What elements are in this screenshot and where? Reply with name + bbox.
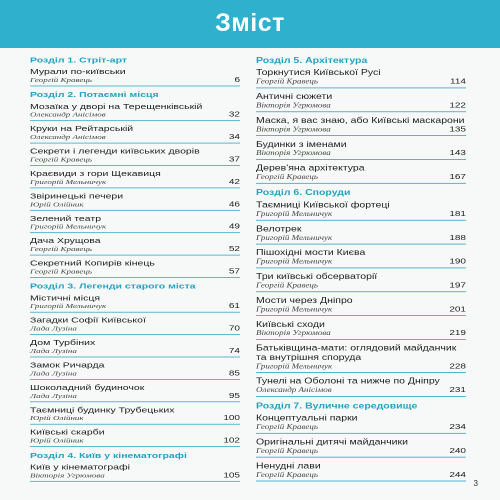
entry-author: Георгій Кравець (30, 267, 92, 275)
entry-divider (30, 165, 240, 166)
entry-title: Звіринецькі печери (30, 191, 124, 201)
entry-title: Ненудні лави (256, 461, 321, 471)
entry-author: Юрій Олійник (30, 436, 84, 445)
entry-author: Григорій Мельничук (256, 305, 333, 313)
entry-meta (30, 178, 240, 186)
entry-meta (256, 210, 466, 218)
entry-title: Зелений театр (30, 214, 102, 223)
toc-entry[interactable] (256, 320, 466, 340)
entry-divider (30, 401, 240, 402)
entry-author: Вікторія Угрюмова (256, 149, 331, 157)
entry-page-number: 219 (449, 329, 466, 338)
entry-divider (256, 396, 466, 397)
entry-meta (256, 281, 466, 289)
entry-page-number: 188 (449, 233, 466, 243)
entry-divider (30, 334, 240, 335)
toc-entry[interactable] (30, 214, 240, 233)
entry-title: Мости через Дніпро (256, 296, 353, 306)
entry-title: Античні сюжети (256, 92, 333, 102)
entry-meta (30, 302, 240, 310)
toc-entry[interactable] (256, 224, 466, 244)
toc-entry[interactable] (256, 438, 466, 458)
entry-author: Олександр Анісімов (30, 133, 106, 141)
toc-entry[interactable] (256, 461, 466, 481)
entry-meta (256, 329, 466, 337)
entry-author: Лада Лузіна (30, 369, 77, 377)
entry-title: Дом Турбіних (30, 338, 96, 348)
entry-author: Вікторія Угрюмова (256, 329, 331, 337)
entry-divider (256, 339, 466, 340)
entry-author: Георгій Кравець (256, 470, 318, 479)
entry-page-number: 34 (228, 133, 240, 142)
entry-meta (30, 76, 240, 84)
entry-meta (30, 392, 240, 400)
toc-entry[interactable] (256, 140, 466, 160)
entry-meta (30, 223, 240, 231)
toc-entry[interactable] (256, 201, 466, 221)
entry-meta (256, 386, 466, 394)
section-title: Розділ 7. Вуличне середовище (256, 401, 418, 411)
toc-entry[interactable] (256, 68, 466, 88)
entry-page-number: 49 (228, 222, 240, 231)
toc-entry[interactable] (256, 92, 466, 112)
entry-author: Георгій Кравець (30, 155, 92, 163)
section-title: Розділ 4. Київ у кінематографі (30, 451, 187, 460)
toc-entry[interactable] (30, 259, 240, 278)
entry-divider (256, 457, 466, 458)
entry-title: Київські скарби (30, 428, 105, 437)
entry-page-number: 122 (449, 101, 466, 110)
entry-divider (256, 372, 466, 373)
entry-divider (256, 159, 466, 160)
toc-entry[interactable] (30, 428, 240, 447)
toc-entry[interactable] (256, 296, 466, 316)
toc-entry[interactable] (30, 383, 240, 402)
entry-divider (30, 446, 240, 447)
entry-meta (30, 472, 240, 480)
entry-author: Юрій Олійник (30, 200, 84, 208)
entry-page-number: 46 (228, 200, 240, 209)
entry-divider (256, 291, 466, 292)
entry-title: Будинки з іменами (256, 139, 347, 150)
entry-meta (256, 78, 466, 86)
entry-author: Юрій Олійник (30, 414, 84, 422)
entry-author: Олександр Анісімов (30, 110, 106, 119)
entry-title: Велотрек (256, 224, 302, 234)
entry-meta (256, 471, 466, 479)
entry-author: Григорій Мельничук (30, 302, 107, 310)
toc-section (256, 401, 466, 481)
entry-title: Пішохідні мости Києва (256, 248, 366, 258)
entry-divider (30, 312, 240, 313)
entry-meta (30, 347, 240, 355)
entry-meta (256, 423, 466, 431)
entry-title: Краєвиди з гори Щекавиця (30, 169, 161, 179)
section-title: Розділ 5. Архітектура (256, 56, 368, 66)
entry-page-number: 228 (449, 362, 466, 371)
entry-meta (30, 325, 240, 333)
entry-meta (256, 149, 466, 157)
entry-meta (256, 125, 466, 133)
entry-meta (256, 362, 466, 370)
entry-page-number: 102 (223, 436, 240, 445)
entry-author: Лада Лузіна (30, 392, 77, 400)
entry-divider (256, 183, 466, 184)
toc-entry[interactable] (30, 316, 240, 335)
entry-page-number: 74 (228, 347, 240, 356)
entry-meta (30, 268, 240, 276)
entry-divider (30, 357, 240, 358)
entry-page-number: 143 (449, 149, 466, 158)
entry-page-number: 114 (450, 77, 466, 86)
entry-author: Лада Лузіна (30, 324, 77, 333)
entry-divider (256, 433, 466, 434)
entry-divider (256, 481, 466, 482)
entry-divider (256, 268, 466, 269)
entry-page-number: 197 (449, 281, 466, 290)
entry-title: Мозаїка у дворі на Терещенківській (30, 102, 203, 111)
entry-author: Лада Лузіна (30, 347, 77, 355)
entry-title: Батьківщина-мати: оглядовий майданчик та внутрішня споруда (256, 343, 457, 363)
entry-meta (256, 101, 466, 109)
toc-entry[interactable] (256, 344, 466, 373)
entry-title: Маска, я вас знаю, або Київські маскарони (256, 116, 465, 126)
entry-author: Георгій Кравець (30, 245, 92, 253)
entry-author: Олександр Анісімов (256, 386, 332, 394)
entry-meta (30, 437, 240, 445)
toc-section (256, 188, 466, 396)
entry-author: Григорій Мельничук (30, 178, 107, 186)
entry-title: Дача Хрущова (30, 236, 101, 246)
entry-author: Вікторія Угрюмова (256, 101, 331, 110)
toc-entry[interactable] (30, 406, 240, 425)
entry-page-number: 32 (228, 110, 240, 119)
entry-author: Георгій Кравець (256, 172, 318, 181)
entry-meta (30, 370, 240, 378)
entry-title: Секрети і легенди київських дворів (30, 147, 200, 156)
entry-title: Оригінальні дитячі майданчики (256, 437, 409, 447)
toc-entry[interactable] (30, 169, 240, 188)
toc-entry[interactable] (30, 102, 240, 121)
entry-page-number: 70 (228, 324, 240, 333)
entry-page-number: 6 (234, 76, 240, 85)
entry-divider (30, 143, 240, 144)
entry-meta (256, 258, 466, 266)
entry-divider (30, 120, 240, 121)
entry-author: Григорій Мельничук (256, 362, 333, 370)
page-number: 3 (473, 479, 478, 488)
entry-author: Вікторія Угрюмова (30, 471, 105, 479)
entry-divider (30, 379, 240, 380)
toc-section (30, 282, 240, 447)
entry-divider (256, 111, 466, 112)
toc-section (30, 91, 240, 278)
entry-meta (256, 447, 466, 455)
entry-meta (256, 305, 466, 313)
entry-page-number: 42 (228, 178, 240, 187)
header-banner (0, 0, 500, 48)
entry-page-number: 231 (449, 386, 466, 395)
entry-title: Тунелі на Оболоні та нижче по Дніпру (256, 376, 440, 386)
entry-divider (256, 315, 466, 316)
toc-entry[interactable] (256, 164, 466, 184)
entry-author: Георгій Кравець (256, 422, 318, 431)
entry-page-number: 85 (228, 369, 240, 378)
entry-meta (30, 133, 240, 141)
entry-page-number: 37 (228, 155, 240, 164)
toc-entry[interactable] (30, 339, 240, 358)
entry-title: Круки на Рейтарській (30, 124, 134, 134)
entry-divider (30, 277, 240, 278)
toc-section (256, 56, 466, 184)
toc-entry[interactable] (256, 414, 466, 434)
entry-author: Георгій Кравець (256, 446, 318, 455)
entry-author: Георгій Кравець (256, 77, 318, 86)
entry-page-number: 135 (449, 125, 466, 134)
entry-divider (30, 232, 240, 233)
left-column (30, 56, 240, 486)
entry-title: Секретний Копирів кінець (30, 259, 155, 268)
entry-title: Концептуальні парки (256, 413, 358, 423)
entry-meta (30, 201, 240, 209)
entry-page-number: 181 (449, 209, 466, 219)
entry-divider (30, 210, 240, 211)
entry-divider (30, 424, 240, 425)
entry-meta (30, 245, 240, 253)
entry-page-number: 190 (449, 257, 466, 266)
entry-title: Загадки Софії Київської (30, 316, 146, 325)
section-title: Розділ 6. Споруди (256, 188, 351, 198)
toc-entry[interactable] (30, 361, 240, 380)
entry-title: Київ у кінематографі (30, 462, 130, 472)
entry-page-number: 167 (449, 172, 466, 182)
entry-author: Георгій Кравець (30, 76, 92, 84)
entry-page-number: 52 (228, 245, 240, 254)
entry-divider (30, 86, 240, 87)
entry-title: Таємниці Київської фортеці (256, 200, 390, 210)
toc-entry[interactable] (256, 377, 466, 397)
entry-page-number: 61 (228, 302, 240, 311)
entry-author: Григорій Мельничук (30, 222, 107, 231)
entry-title: Київські сходи (256, 319, 325, 330)
entry-meta (256, 234, 466, 242)
entry-divider (256, 220, 466, 221)
toc-entry[interactable] (30, 237, 240, 256)
entry-page-number: 105 (223, 471, 240, 480)
entry-title: Дерев'яна архітектура (256, 163, 365, 173)
entry-page-number: 240 (449, 446, 466, 456)
entry-divider (30, 481, 240, 482)
entry-author: Вікторія Угрюмова (256, 125, 331, 133)
toc-entry[interactable] (256, 272, 466, 292)
entry-title: Замок Ричарда (30, 360, 105, 370)
entry-divider (256, 244, 466, 245)
toc-entry[interactable] (256, 248, 466, 268)
entry-author: Григорій Мельничук (256, 209, 333, 218)
entry-title: Три київські обсерваторії (256, 272, 378, 282)
entry-title: Торкнутися Київської Русі (256, 68, 381, 78)
section-title: Розділ 1. Стріт-арт (30, 56, 128, 65)
entry-page-number: 57 (228, 267, 240, 276)
entry-author: Георгій Кравець (256, 281, 318, 290)
page-title: Зміст (215, 9, 285, 37)
entry-meta (30, 156, 240, 164)
toc-section (30, 56, 240, 86)
entry-title: Мурали по-київськи (30, 67, 126, 77)
entry-page-number: 234 (449, 422, 466, 432)
entry-divider (30, 188, 240, 189)
entry-page-number: 95 (228, 392, 240, 400)
toc-entry[interactable] (30, 463, 240, 482)
toc-entry[interactable] (30, 294, 240, 313)
toc-entry[interactable] (30, 68, 240, 87)
entry-page-number: 201 (449, 305, 466, 314)
entry-meta (30, 414, 240, 422)
toc-entry[interactable] (30, 147, 240, 166)
entry-title: Таємниці будинку Трубецьких (30, 405, 175, 415)
entry-divider (256, 88, 466, 89)
right-column (256, 56, 466, 486)
entry-meta (30, 111, 240, 119)
entry-divider (256, 135, 466, 136)
entry-page-number: 100 (223, 414, 240, 423)
entry-title: Містичні місця (30, 293, 101, 303)
toc-section (30, 451, 240, 481)
toc-entry[interactable] (30, 125, 240, 144)
toc-entry[interactable] (256, 116, 466, 136)
entry-meta (256, 173, 466, 181)
entry-title: Шоколадний будиночок (30, 383, 145, 393)
entry-author: Григорій Мельничук (256, 257, 333, 266)
entry-author: Григорій Мельничук (256, 233, 333, 242)
entry-page-number: 244 (449, 470, 466, 480)
toc-entry[interactable] (30, 192, 240, 211)
section-title: Розділ 3. Легенди старого міста (30, 282, 196, 291)
entry-divider (30, 255, 240, 256)
section-title: Розділ 2. Потаємні місця (30, 90, 159, 100)
